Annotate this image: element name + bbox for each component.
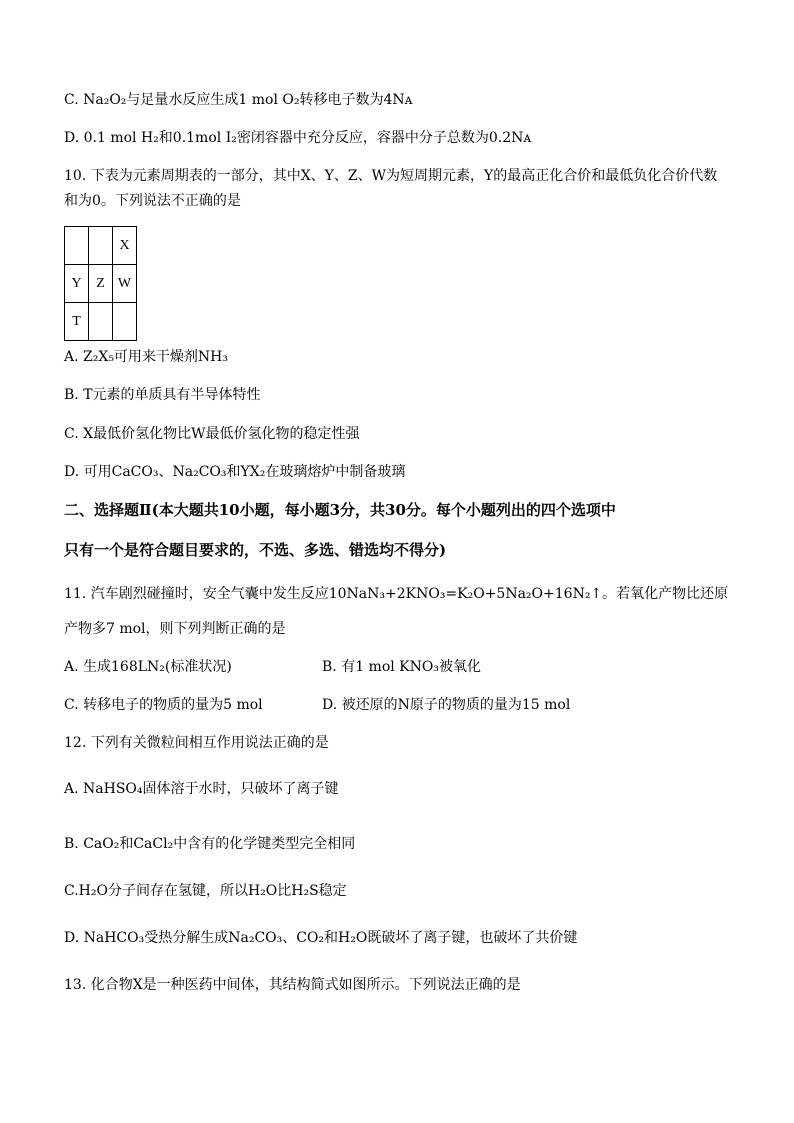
table-cell: T [65,303,89,341]
q11-option-a: A. 生成168LN₂(标准状况) [64,659,232,675]
section-2-heading-line1: 二、选择题Ⅱ(本大题共10小题，每小题3分，共30分。每个小题列出的四个选项中 [64,501,616,519]
q10-stem-line2: 和为0。下列说法不正确的是 [64,193,241,209]
q11-stem-line2: 产物多7 mol，则下列判断正确的是 [64,621,286,637]
table-cell [89,303,113,341]
q10-option-b: B. T元素的单质具有半导体特性 [64,387,261,403]
q11-option-c: C. 转移电子的物质的量为5 mol [64,697,263,713]
table-cell [89,227,113,265]
table-cell [113,303,137,341]
q13-stem: 13. 化合物X是一种医药中间体，其结构简式如图所示。下列说法正确的是 [64,977,521,993]
q11-option-b: B. 有1 mol KNO₃被氧化 [322,659,481,675]
q12-option-d: D. NaHCO₃受热分解生成Na₂CO₃、CO₂和H₂O既破坏了离子键，也破坏了共价键 [64,930,578,946]
q10-option-c: C. X最低价氢化物比W最低价氢化物的稳定性强 [64,426,360,442]
q11-stem-line1: 11. 汽车剧烈碰撞时，安全气囊中发生反应10NaN₃+2KNO₃=K₂O+5Na₂O+16N₂↑。若氧化产物比还原 [64,586,729,602]
q9-option-d: D. 0.1 mol H₂和0.1mol I₂密闭容器中充分反应，容器中分子总数为0.2Nᴀ [64,130,532,146]
q10-option-a: A. Z₂X₅可用来干燥剂NH₃ [64,349,229,365]
q12-option-a: A. NaHSO₄固体溶于水时，只破坏了离子键 [64,781,339,797]
table-cell [65,227,89,265]
section-2-heading-line2: 只有一个是符合题目要求的，不选、多选、错选均不得分) [64,541,447,559]
q9-option-c: C. Na₂O₂与足量水反应生成1 mol O₂转移电子数为4Nᴀ [64,92,413,108]
q12-stem: 12. 下列有关微粒间相互作用说法正确的是 [64,735,329,751]
q10-option-d: D. 可用CaCO₃、Na₂CO₃和YX₂在玻璃熔炉中制备玻璃 [64,464,406,480]
table-cell: Y [65,265,89,303]
q10-stem-line1: 10. 下表为元素周期表的一部分，其中X、Y、Z、W为短周期元素，Y的最高正化合价和最低负化合价代数 [64,168,718,184]
q12-option-c: C.H₂O分子间存在氢键，所以H₂O比H₂S稳定 [64,883,347,899]
q12-option-b: B. CaO₂和CaCl₂中含有的化学键类型完全相同 [64,836,356,852]
table-cell: W [113,265,137,303]
periodic-table-fragment [64,226,137,341]
table-cell: X [113,227,137,265]
table-cell: Z [89,265,113,303]
q11-option-d: D. 被还原的N原子的物质的量为15 mol [322,697,571,713]
